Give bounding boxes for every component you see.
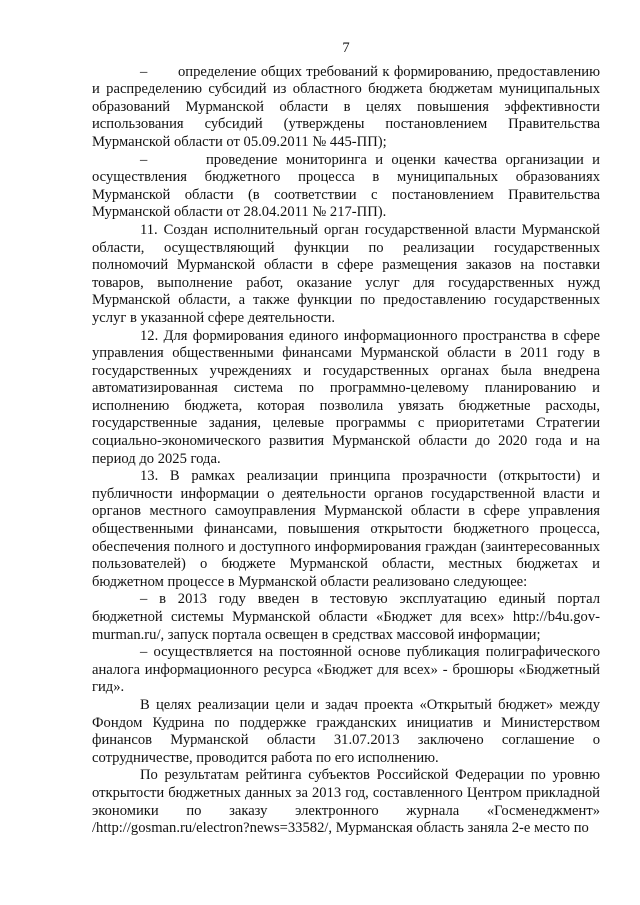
paragraph-open-budget: В целях реализации цели и задач проекта «Открытый бюджет» между Фондом Кудрина по поддержке гражданских инициатив и Министерством финансов Мурманской области 31.07.2013 заключено соглашение о сотрудничестве, проводится работа по его исполнению. bbox=[92, 696, 600, 766]
page-number: 7 bbox=[342, 40, 350, 56]
paragraph-monitoring: – проведение мониторинга и оценки качества организации и осуществления бюджетного процесса в муниципальных образованиях Мурманской области (в соответствии с постановлением Правительства Мурманской области от 28.04.2011 № 217-ПП). bbox=[92, 151, 600, 221]
paragraph-subsidy-requirements: – определение общих требований к формированию, предоставлению и распределению субсидий из областного бюджета бюджетам муниципальных образований Мурманской области в целях повышения эффективности использования субсидий (утверждены постановлением Правительства Мурманской области от 05.09.2011 № 445-ПП); bbox=[92, 63, 600, 150]
paragraph-brochure: – осуществляется на постоянной основе публикация полиграфического аналога информационного ресурса «Бюджет для всех» - брошюры «Бюджетный гид». bbox=[92, 644, 600, 696]
paragraph-rating: По результатам рейтинга субъектов Российской Федерации по уровню открытости бюджетных данных за 2013 год, составленного Центром прикладной экономики по заказу электронного журнала «Госменеджмент» /http://gosman.ru/electron?news=33582/, Мурманская область заняла 2-е место по bbox=[92, 767, 600, 837]
paragraph-item-13: 13. В рамках реализации принципа прозрачности (открытости) и публичности информации о деятельности органов государственной власти и органов местного самоуправления Мурманской области в сфере управления общественными финансами, повышения открытости бюджетного процесса, обеспечения полного и доступного информирования граждан (заинтересованных пользователей) о бюджете Мурманской области, местных бюджетах и бюджетном процессе в Мурманской области реализовано следующее: bbox=[92, 468, 600, 590]
document-page bbox=[92, 40, 600, 838]
paragraph-item-12: 12. Для формирования единого информационного пространства в сфере управления общественными финансами Мурманской области в 2011 году в государственных учреждениях и государственных органах была внедрена автоматизированная система по программно-целевому планированию и исполнению бюджета, которая позволила увязать бюджетные расходы, государственные задания, целевые программы с приоритетами Стратегии социально-экономического развития Мурманской области до 2020 года и на период до 2025 года. bbox=[92, 327, 600, 467]
paragraph-item-11: 11. Создан исполнительный орган государственной власти Мурманской области, осуществляющий функции по реализации государственных полномочий Мурманской области в сфере размещения заказов на поставки товаров, выполнение работ, оказание услуг для государственных нужд Мурманской области, а также функции по предоставлению государственных услуг в указанной сфере деятельности. bbox=[92, 221, 600, 326]
paragraph-portal: – в 2013 году введен в тестовую эксплуатацию единый портал бюджетной системы Мурманской области «Бюджет для всех» http://b4u.gov-murman.ru/, запуск портала освещен в средствах массовой информации; bbox=[92, 591, 600, 643]
